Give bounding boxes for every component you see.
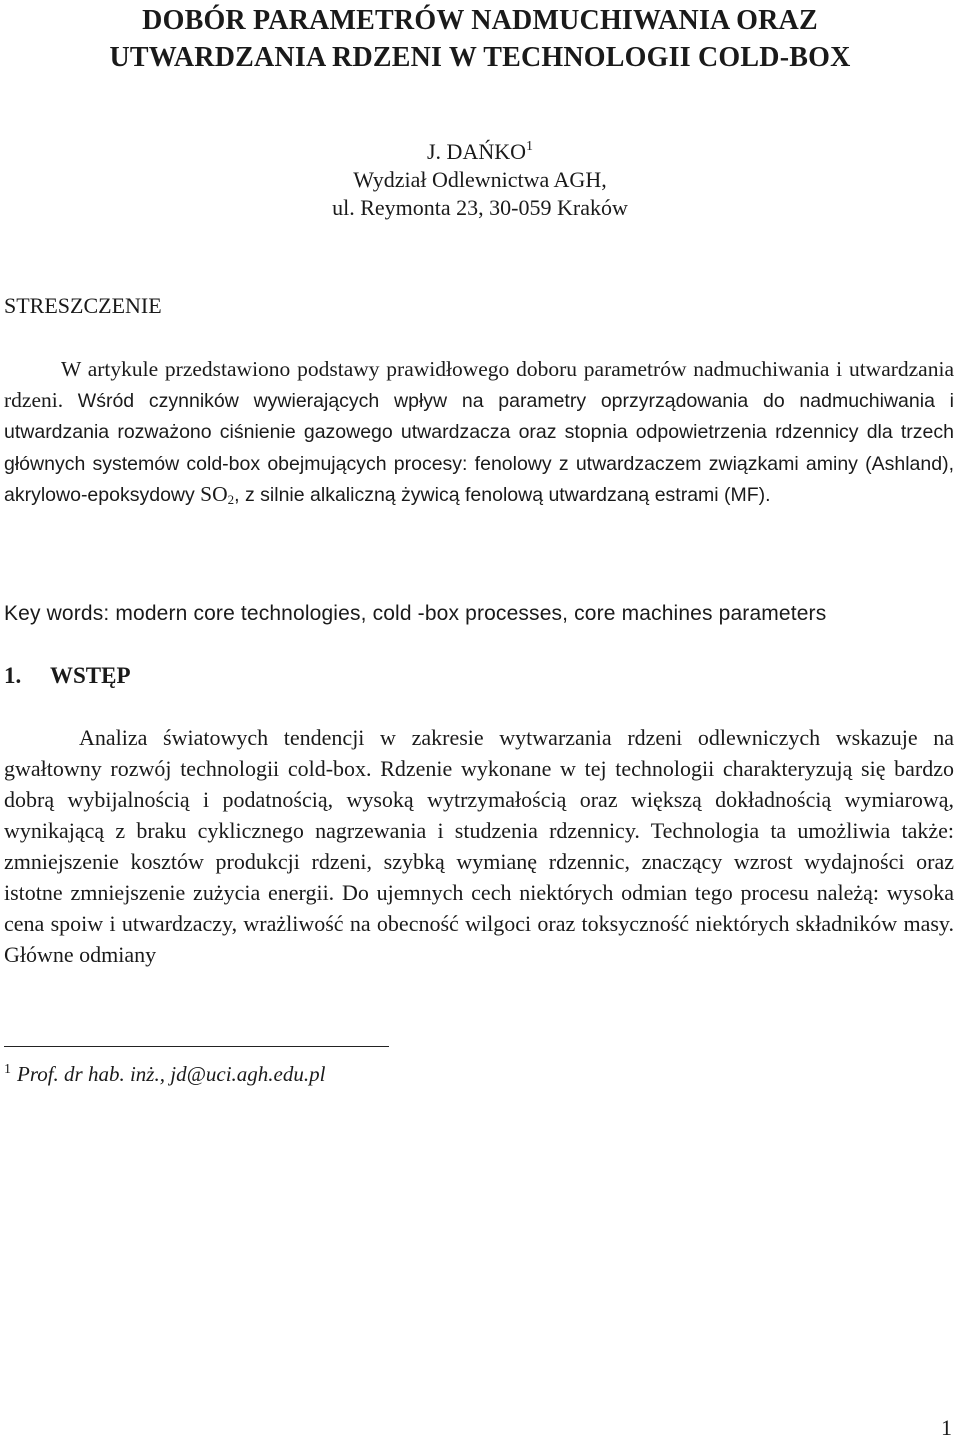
paper-title bbox=[0, 2, 960, 76]
page-number: 1 bbox=[941, 1415, 952, 1440]
footnote-rule bbox=[4, 1046, 389, 1047]
section-number: 1. bbox=[4, 663, 22, 688]
author-name: J. DAŃKO bbox=[427, 139, 526, 164]
keywords-line: Key words: modern core technologies, cold -box processes, core machines parameters bbox=[4, 602, 827, 625]
abstract-text-part-1: W artykule przedstawiono podstawy prawidłowego doboru parametrów nadmuchiwania i utwardzania rdzeni. bbox=[4, 357, 954, 412]
abstract-text-part-3: , z silnie alkaliczną żywicą fenolową utwardzaną estrami (MF). bbox=[234, 484, 771, 506]
abstract-body bbox=[4, 354, 954, 511]
abstract-paragraph bbox=[4, 354, 954, 511]
author-address: ul. Reymonta 23, 30-059 Kraków bbox=[332, 195, 628, 220]
author-name-line bbox=[0, 138, 960, 166]
abstract-text-part-2: Wśród czynników wywierających wpływ na parametry oprzyrządowania do nadmuchiwania i utwardzania rozważono ciśnienie gazowego utwardzacza oraz stopnia odpowietrzenia rdzennicy dla trzech głównych systemów cold-box obejmujących procesy: fenolowy z utwardzaczem związkami aminy (Ashland), akrylowo-epoksydowy bbox=[4, 389, 954, 506]
author-affiliation: Wydział Odlewnictwa AGH, bbox=[353, 167, 607, 192]
abstract-so-subscript: 2 bbox=[227, 492, 235, 507]
footnote-mark: 1 bbox=[4, 1062, 11, 1077]
paper-title-line-1: DOBÓR PARAMETRÓW NADMUCHIWANIA ORAZ bbox=[142, 5, 818, 36]
section-title: WSTĘP bbox=[50, 663, 131, 688]
footnote bbox=[4, 1060, 325, 1088]
footnote-text: Prof. dr hab. inż., jd@uci.agh.edu.pl bbox=[17, 1062, 326, 1086]
section-body-paragraph: Analiza światowych tendencji w zakresie wytwarzania rdzeni odlewniczych wskazuje na gwałtowny rozwój technologii cold-box. Rdzenie wykonane w tej technologii charakteryzują się bardzo dobrą wybijalnością i podatnością, wysoką wytrzymałością oraz większą dokładnością wymiarową, wynikającą z braku cyklicznego nagrzewania i studzenia rdzennicy. Technologia ta umożliwia także: zmniejszenie kosztów produkcji rdzeni, szybką wymianę rdzennic, znaczący wzrost wydajności oraz istotne zmniejszenie zużycia energii. Do ujemnych cech niektórych odmian tego procesu należą: wysoka cena spoiw i utwardzaczy, wrażliwość na obecność wilgoci oraz toksyczność niektórych składników masy. Główne odmiany bbox=[4, 725, 954, 967]
section-heading bbox=[4, 661, 131, 691]
author-footnote-mark: 1 bbox=[526, 139, 533, 154]
author-block bbox=[0, 138, 960, 222]
paper-title-line-2: UTWARDZANIA RDZENI W TECHNOLOGII COLD-BOX bbox=[109, 42, 851, 73]
abstract-so-formula: SO bbox=[200, 482, 228, 506]
abstract-heading: STRESZCZENIE bbox=[4, 293, 162, 318]
